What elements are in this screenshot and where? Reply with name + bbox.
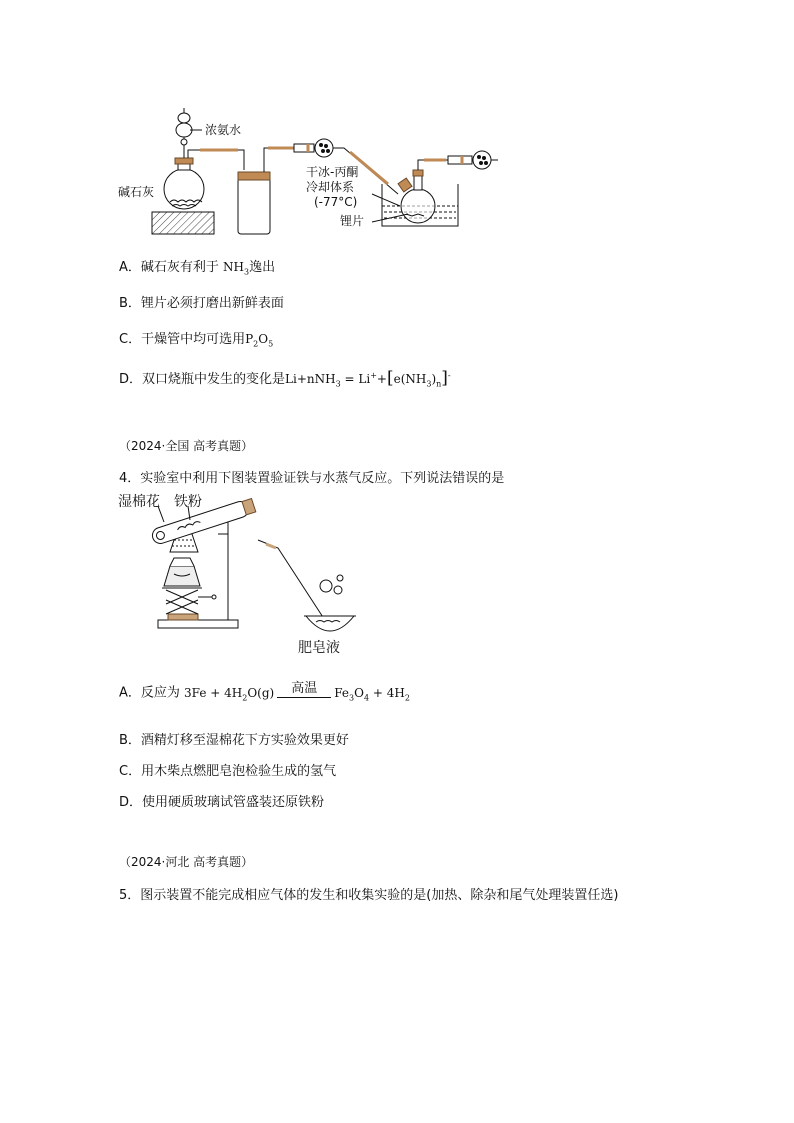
q4-question: 4．实验室中利用下图装置验证铁与水蒸气反应。下列说法错误的是 — [119, 471, 505, 486]
q3-option-c[interactable]: C．干燥管中均可选用$P_2O_5$ — [119, 332, 274, 349]
iron-steam-equation: $3Fe + 4H_2O(g)$ 高温 $Fe_3O_4 + 4H_2$ — [184, 686, 410, 700]
label-wet-cotton: 湿棉花 — [118, 494, 160, 510]
q4-option-d[interactable]: D．使用硬质玻璃试管盛装还原铁粉 — [119, 795, 325, 810]
q3-option-d[interactable]: D．双口烧瓶中发生的变化是$Li+nNH_3 = Li^++[e(NH_3)_n]^-$ — [119, 368, 451, 389]
q4-option-a[interactable]: A．反应为 $3Fe + 4H_2O(g)$ 高温 $Fe_3O_4 + 4H_2$ — [119, 680, 410, 706]
label-cooling-3: (-77°C) — [314, 195, 358, 209]
label-ammonia: 浓氨水 — [205, 123, 242, 137]
reaction-condition-arrow: 高温 — [277, 680, 331, 706]
q4-option-b[interactable]: B．酒精灯移至湿棉花下方实验效果更好 — [119, 733, 349, 748]
q3-option-a[interactable]: A．碱石灰有利于 $NH_3$逸出 — [119, 260, 276, 277]
lithium-equation: $Li+nNH_3 = Li^++[e(NH_3)_n]^-$ — [285, 368, 451, 389]
q4-source: （2024·全国 高考真题） — [119, 439, 254, 453]
p2o5-formula: $P_2O_5$ — [245, 332, 274, 349]
label-soda-lime: 碱石灰 — [118, 185, 155, 199]
label-cooling-2: 冷却体系 — [306, 180, 355, 194]
label-cooling-1: 干冰-丙酮 — [306, 165, 359, 179]
q5-question: 5．图示装置不能完成相应气体的发生和收集实验的是(加热、除杂和尾气处理装置任选) — [119, 888, 619, 903]
q5-source: （2024·河北 高考真题） — [119, 855, 254, 869]
q4-apparatus-diagram — [118, 490, 368, 658]
label-soap-solution: 肥皂液 — [298, 640, 340, 656]
nh3-formula: $NH_3$ — [223, 260, 250, 277]
label-iron-powder: 铁粉 — [174, 494, 202, 510]
q3-option-b[interactable]: B．锂片必须打磨出新鲜表面 — [119, 296, 284, 311]
q3-apparatus-diagram — [118, 98, 508, 238]
q4-option-c[interactable]: C．用木柴点燃肥皂泡检验生成的氢气 — [119, 764, 337, 779]
label-lithium: 锂片 — [340, 214, 365, 228]
